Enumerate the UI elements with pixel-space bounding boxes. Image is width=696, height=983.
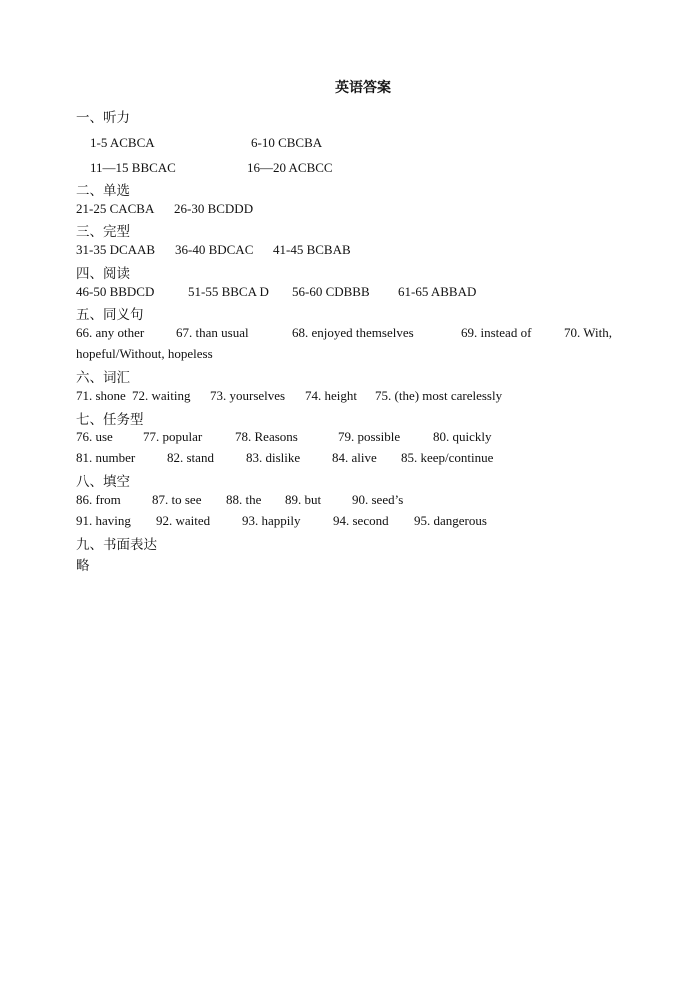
answer-group: 41-45 BCBAB bbox=[273, 242, 351, 257]
answer-group: 83. dislike bbox=[246, 450, 301, 465]
answer-group: 93. happily bbox=[242, 513, 301, 528]
answer-group: 89. but bbox=[285, 492, 322, 507]
section-heading-writing: 九、书面表达 bbox=[76, 537, 157, 553]
answer-group: 51-55 BBCA D bbox=[188, 284, 269, 299]
answer-group: 87. to see bbox=[152, 492, 202, 507]
answer-group: 56-60 CDBBB bbox=[292, 284, 370, 299]
section-heading-cloze: 三、完型 bbox=[76, 224, 130, 240]
answer-group: 86. from bbox=[76, 492, 121, 507]
answer-group: 74. height bbox=[305, 388, 357, 403]
answer-group: 88. the bbox=[226, 492, 262, 507]
answer-group: 77. popular bbox=[143, 429, 203, 444]
section-heading-fill-in-blanks: 八、填空 bbox=[76, 474, 130, 490]
section-heading-single-choice: 二、单选 bbox=[76, 183, 130, 199]
answer-group: 69. instead of bbox=[461, 325, 532, 340]
answer-group: 76. use bbox=[76, 429, 113, 444]
answer-group: 72. waiting bbox=[132, 388, 191, 403]
answer-group: 67. than usual bbox=[176, 325, 249, 340]
page-title: 英语答案 bbox=[335, 80, 391, 96]
answer-group: 26-30 BCDDD bbox=[174, 201, 254, 216]
answer-group: 1-5 ACBCA bbox=[90, 135, 155, 150]
answer-group: 84. alive bbox=[332, 450, 377, 465]
answer-group: 75. (the) most carelessly bbox=[375, 388, 503, 403]
answer-group: 21-25 CACBA bbox=[76, 201, 155, 216]
writing-answer-omitted: 略 bbox=[76, 558, 90, 574]
answer-group: 79. possible bbox=[338, 429, 401, 444]
answer-group: 66. any other bbox=[76, 325, 145, 340]
answer-group: 46-50 BBDCD bbox=[76, 284, 155, 299]
answer-group: 92. waited bbox=[156, 513, 211, 528]
answer-group: 90. seed’s bbox=[352, 492, 404, 507]
answer-group: 85. keep/continue bbox=[401, 450, 494, 465]
answer-group: 16—20 ACBCC bbox=[247, 160, 333, 175]
answer-group: 81. number bbox=[76, 450, 136, 465]
section-heading-listening: 一、听力 bbox=[76, 110, 130, 126]
answer-group: 71. shone bbox=[76, 388, 126, 403]
answer-group: 70. With, bbox=[564, 325, 612, 340]
answer-group: 73. yourselves bbox=[210, 388, 286, 403]
section-heading-synonymous-sentences: 五、同义句 bbox=[76, 307, 144, 323]
answer-group: 80. quickly bbox=[433, 429, 492, 444]
answer-group: 61-65 ABBAD bbox=[398, 284, 477, 299]
section-heading-vocabulary: 六、词汇 bbox=[76, 370, 130, 386]
answer-group: 11—15 BBCAC bbox=[90, 160, 176, 175]
answer-group: 94. second bbox=[333, 513, 389, 528]
answer-group: 95. dangerous bbox=[414, 513, 487, 528]
answer-group: 82. stand bbox=[167, 450, 214, 465]
section-heading-reading: 四、阅读 bbox=[76, 266, 130, 282]
answer-group: 6-10 CBCBA bbox=[251, 135, 323, 150]
answer-group: 68. enjoyed themselves bbox=[292, 325, 414, 340]
section-heading-task-based: 七、任务型 bbox=[76, 412, 144, 428]
answer-group: 36-40 BDCAC bbox=[175, 242, 254, 257]
answer-group: 91. having bbox=[76, 513, 131, 528]
answer-group: 78. Reasons bbox=[235, 429, 298, 444]
answer-group: hopeful/Without, hopeless bbox=[76, 346, 213, 361]
answer-group: 31-35 DCAAB bbox=[76, 242, 156, 257]
